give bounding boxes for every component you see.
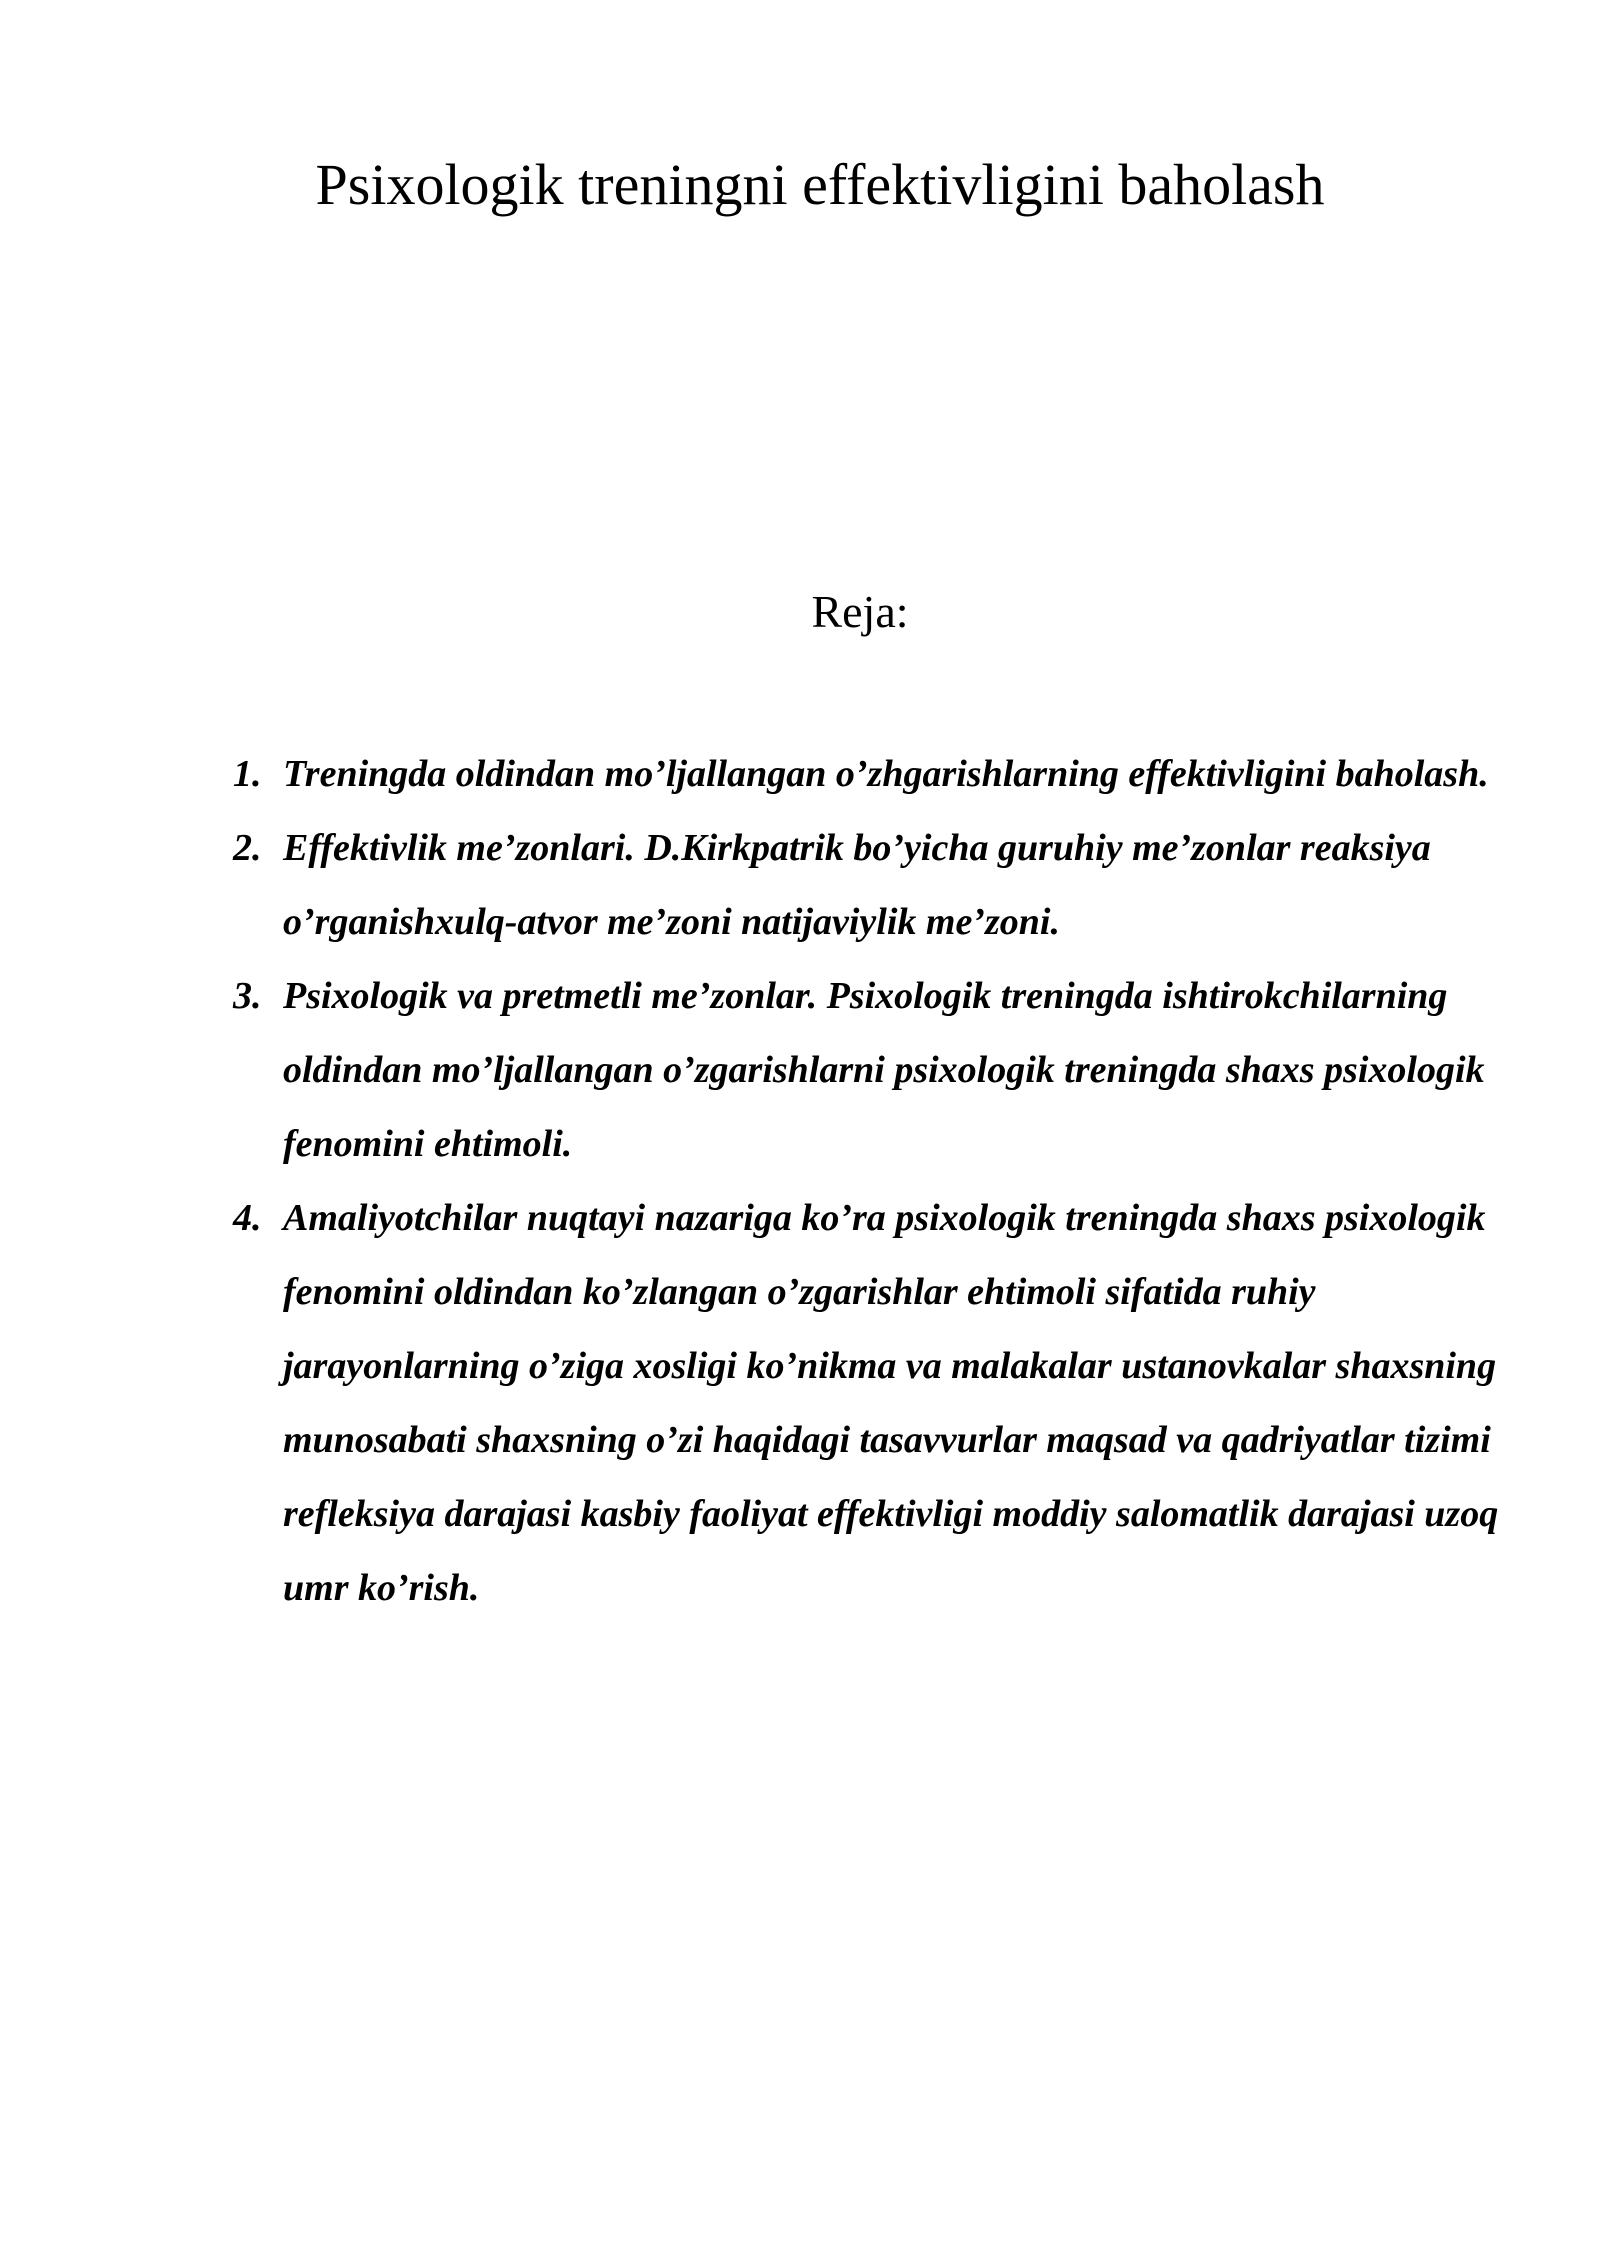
plan-item-1 (233, 737, 1523, 811)
plan-item-number: 2. (233, 827, 262, 869)
plan-item-text: Amaliyotchilar nuqtayi nazariga ko’ra psixologik treningda shaxs psixologik fenomini oldindan ko’zlangan o’zgarishlar ehtimoli sifatida ruhiy jarayonlarning o’ziga xosligi ko’nikma va malakalar ustanovkalar shaxsning munosabati shaxsning o’zi haqidagi tasavvurlar maqsad va qadriyatlar tizimi refleksiya darajasi kasbiy faoliyat effektivligi moddiy salomatlik darajasi uzoq umr ko’rish. (283, 1197, 1499, 1609)
plan-heading: Reja: (811, 586, 909, 637)
plan-list (233, 737, 1523, 1625)
plan-item-text: Treningda oldindan mo’ljallangan o’zhgarishlarning effektivligini baholash. (283, 753, 1489, 795)
plan-item-2 (233, 811, 1523, 959)
document-title: Psixologik treningni effektivligini baholash (315, 152, 1325, 217)
plan-item-text: Psixologik va pretmetli me’zonlar. Psixologik treningda ishtirokchilarning oldindan mo’ljallangan o’zgarishlarni psixologik treningda shaxs psixologik fenomini ehtimoli. (283, 975, 1485, 1165)
plan-item-number: 4. (233, 1197, 262, 1239)
plan-item-text: Effektivlik me’zonlari. D.Kirkpatrik bo’yicha guruhiy me’zonlar reaksiya o’rganishxulq-atvor me’zoni natijaviylik me’zoni. (283, 827, 1431, 943)
plan-item-number: 3. (233, 975, 262, 1017)
plan-item-4 (233, 1181, 1523, 1625)
plan-item-number: 1. (233, 753, 262, 795)
plan-item-3 (233, 959, 1523, 1181)
